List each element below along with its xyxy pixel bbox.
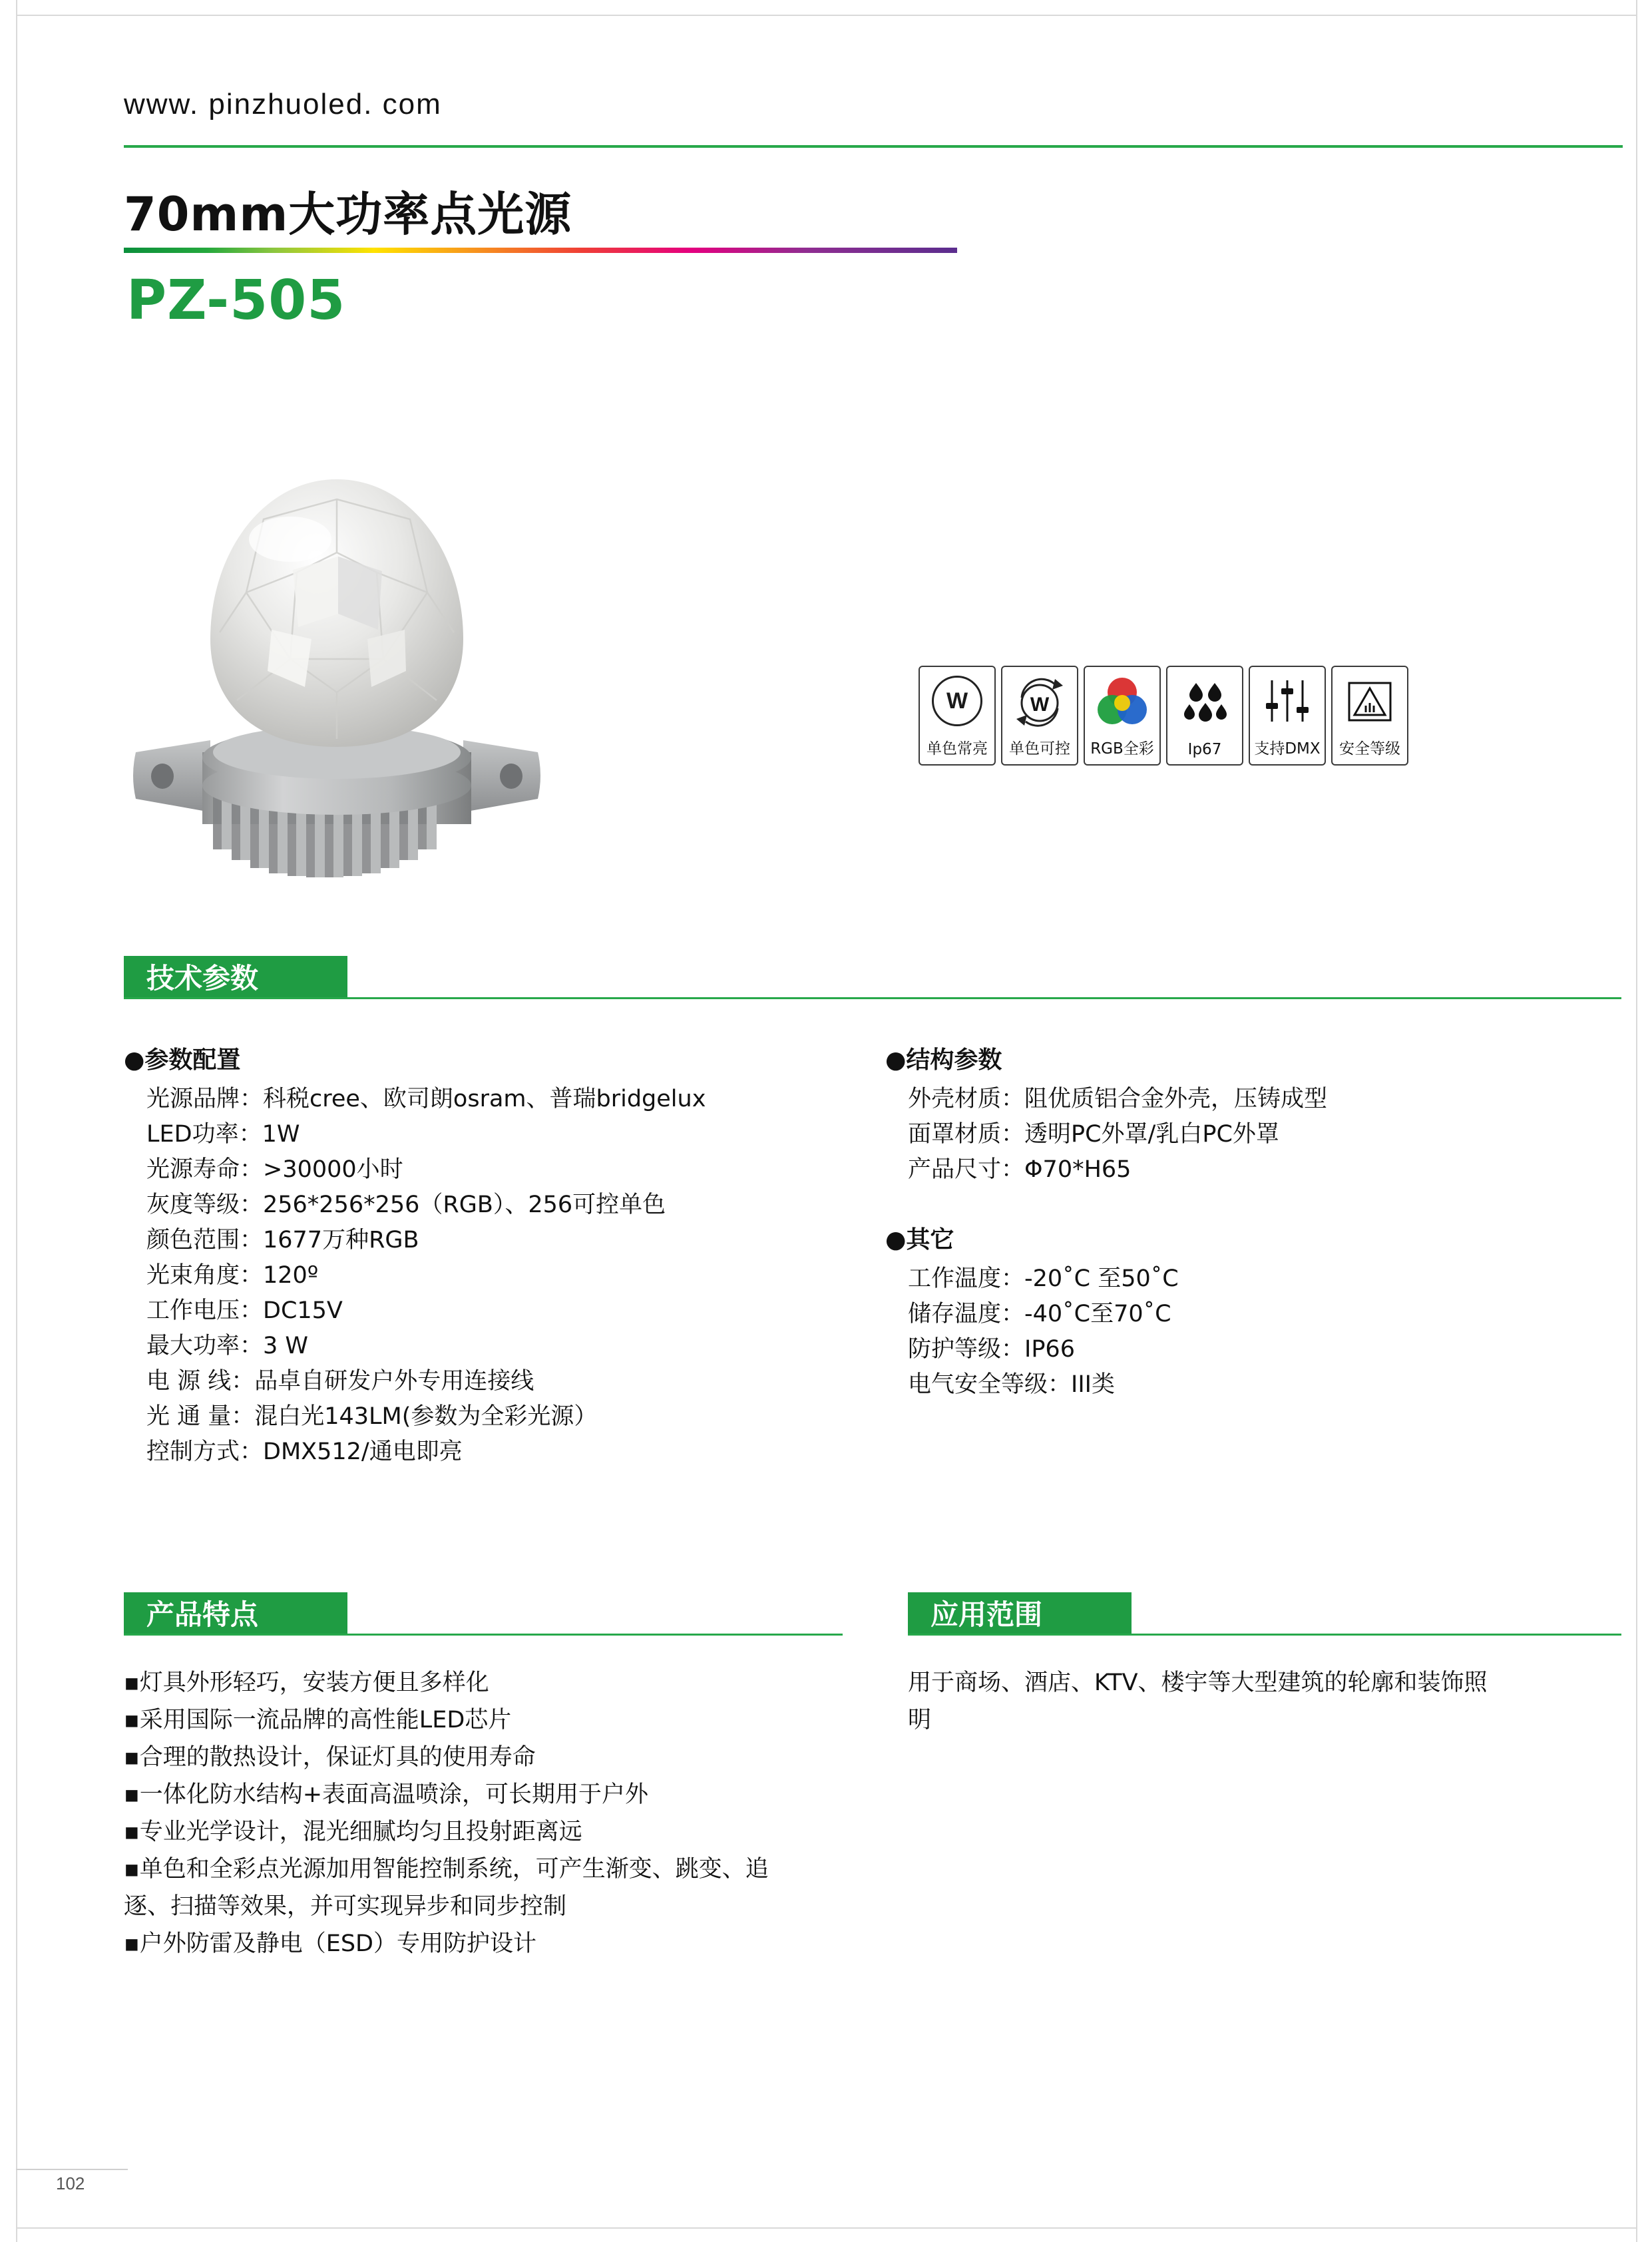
spec-line: 外壳材质：阻优质铝合金外壳，压铸成型 <box>908 1086 1328 1112</box>
spec-line: 控制方式：DMX512/通电即亮 <box>146 1439 463 1465</box>
svg-text:W: W <box>1030 694 1050 716</box>
section-rule-tech-params <box>124 997 1621 999</box>
spec-line: 面罩材质：透明PC外罩/乳白PC外罩 <box>908 1121 1279 1148</box>
spec-line: 产品尺寸：Φ70*H65 <box>908 1156 1132 1183</box>
footer-divider <box>16 2169 128 2170</box>
page-title: 70mm大功率点光源 <box>124 187 572 242</box>
single-color-dimmable-icon <box>1001 666 1078 766</box>
spec-line: 电 源 线：品卓自研发户外专用连接线 <box>146 1368 534 1395</box>
list-item: ▪灯具外形轻巧，安装方便且多样化 <box>124 1670 489 1696</box>
application-text: 用于商场、酒店、KTV、楼宇等大型建筑的轮廓和装饰照明 <box>908 1670 1488 1733</box>
water-drops-icon <box>1176 672 1233 730</box>
section-tab-tech-params <box>124 956 347 997</box>
rgb-full-color-icon <box>1084 666 1161 766</box>
dmx-support-icon <box>1249 666 1326 766</box>
section-tab-label: 技术参数 <box>146 962 259 995</box>
spec-line: 储存温度：-40˚C至70˚C <box>908 1301 1171 1327</box>
page-number: 102 <box>56 2173 85 2193</box>
w-circle-icon: W <box>932 672 982 730</box>
spec-line: 光 通 量：混白光143LM(参数为全彩光源） <box>146 1403 598 1430</box>
section-tab-label: 应用范围 <box>930 1598 1043 1631</box>
section-tab-label: 产品特点 <box>146 1598 259 1631</box>
product-image <box>130 439 543 879</box>
rainbow-divider <box>124 248 957 253</box>
list-item: ▪采用国际一流品牌的高性能LED芯片 <box>124 1707 512 1733</box>
feature-list <box>124 1664 789 1962</box>
icon-caption: 安全等级 <box>1339 740 1400 758</box>
spec-left-heading: ●参数配置 <box>124 1046 241 1074</box>
list-item: ▪一体化防水结构+表面高温喷涂，可长期用于户外 <box>124 1781 649 1808</box>
w-circle-arrow-icon <box>1011 672 1068 730</box>
list-item: ▪户外防雷及静电（ESD）专用防护设计 <box>124 1930 537 1957</box>
icon-caption: Ip67 <box>1187 741 1222 758</box>
spec-line: LED功率：1W <box>146 1121 300 1148</box>
product-model: PZ-505 <box>126 269 346 332</box>
spec-line: 工作温度：-20˚C 至50˚C <box>908 1265 1179 1292</box>
spacer <box>885 1188 1327 1222</box>
section-tab-applications <box>908 1592 1132 1634</box>
spec-right-heading: ●结构参数 <box>885 1046 1002 1074</box>
spec-right-heading-2: ●其它 <box>885 1226 954 1253</box>
ip67-waterproof-icon <box>1166 666 1243 766</box>
icon-caption: 单色可控 <box>1009 740 1070 758</box>
list-item: ▪单色和全彩点光源加用智能控制系统，可产生渐变、跳变、追逐、扫描等效果，并可实现异步和同步控制 <box>124 1856 769 1920</box>
single-color-constant-icon <box>919 666 996 766</box>
icon-caption: 单色常亮 <box>927 740 988 758</box>
list-item: ▪合理的散热设计，保证灯具的使用寿命 <box>124 1744 536 1771</box>
section-rule-applications <box>908 1634 1621 1636</box>
faders-icon <box>1259 672 1316 730</box>
spec-line: 颜色范围：1677万种RGB <box>146 1227 419 1253</box>
class-iii-icon <box>1341 672 1398 730</box>
icon-caption: RGB全彩 <box>1090 740 1154 758</box>
header-divider <box>124 145 1623 148</box>
spec-line: 工作电压：DC15V <box>146 1297 343 1324</box>
page-border-left <box>16 0 17 2242</box>
spec-line: 灰度等级：256*256*256（RGB）、256可控单色 <box>146 1192 666 1218</box>
spec-line: 光束角度：120º <box>146 1262 319 1289</box>
spec-line: 光源品牌：科税cree、欧司朗osram、普瑞bridgelux <box>146 1086 706 1112</box>
spec-line: 最大功率：3 W <box>146 1333 309 1359</box>
spec-column-left <box>124 1042 706 1470</box>
spec-line: 光源寿命：>30000小时 <box>146 1156 403 1183</box>
page-border-bottom <box>16 2227 1637 2229</box>
section-tab-features <box>124 1592 347 1634</box>
page-border-top <box>16 15 1637 16</box>
spec-column-right <box>885 1042 1327 1403</box>
icon-caption: 支持DMX <box>1254 740 1321 758</box>
list-item: ▪专业光学设计，混光细腻均匀且投射距离远 <box>124 1819 582 1845</box>
page-border-right <box>1636 0 1637 2242</box>
spec-line: 防护等级：IP66 <box>908 1336 1075 1363</box>
rgb-circles-icon <box>1094 672 1151 730</box>
spec-line: 电气安全等级：III类 <box>908 1371 1115 1398</box>
feature-icon-strip <box>919 666 1408 766</box>
website-url: www. pinzhuoled. com <box>124 88 442 120</box>
safety-class-icon <box>1331 666 1408 766</box>
section-rule-features <box>124 1634 843 1636</box>
